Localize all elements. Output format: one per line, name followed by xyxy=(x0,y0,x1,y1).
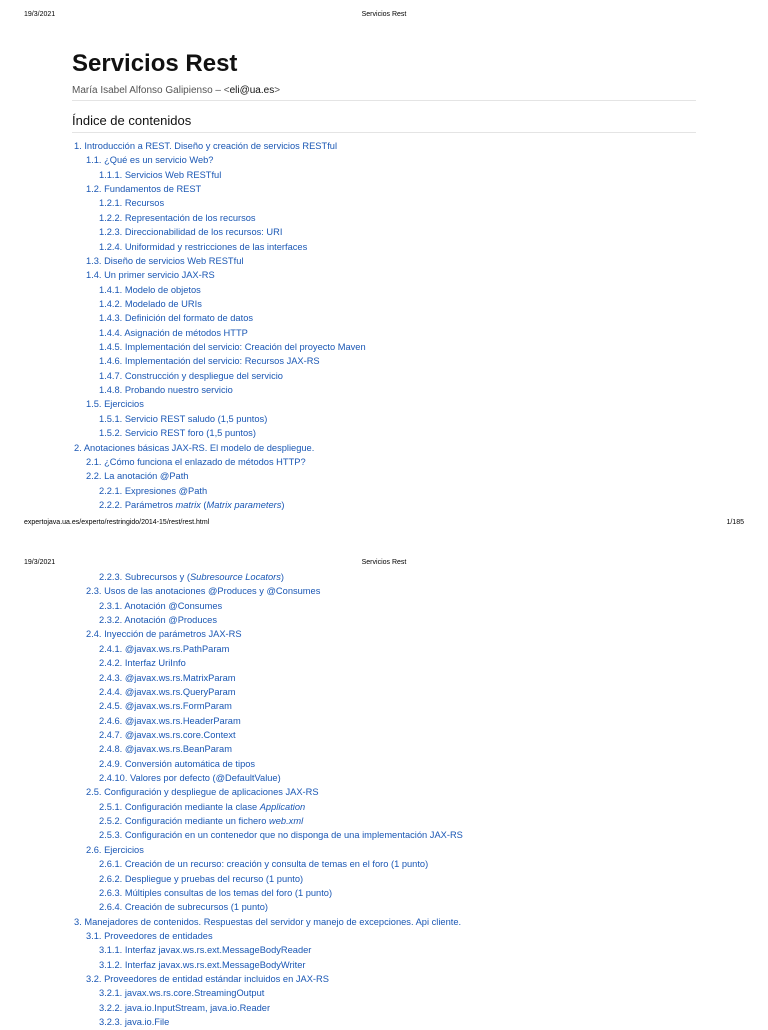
toc-link-text: 1.4.6. Implementación del servicio: Recursos JAX-RS xyxy=(99,356,320,367)
toc-link[interactable] xyxy=(99,830,463,840)
toc-link[interactable] xyxy=(86,155,213,165)
toc-link-text: 1.4.8. Probando nuestro servicio xyxy=(99,385,233,396)
toc-link-text: 3.1. Proveedores de entidades xyxy=(86,930,213,941)
toc-link[interactable] xyxy=(99,773,281,783)
toc-item[interactable] xyxy=(0,225,768,239)
toc-item[interactable] xyxy=(0,671,768,685)
toc-link-text: 2.6.1. Creación de un recurso: creación y consulta de temas en el foro (1 punto) xyxy=(99,859,429,870)
toc-link[interactable] xyxy=(86,256,243,266)
toc-link-text: 2.4.6. @javax.ws.rs.HeaderParam xyxy=(99,715,241,726)
toc-link-text: 2.6.3. Múltiples consultas de los temas del foro (1 punto) xyxy=(99,887,333,898)
toc-link[interactable] xyxy=(99,198,164,208)
table-of-contents-continued xyxy=(0,570,768,1030)
toc-link[interactable] xyxy=(86,399,144,409)
toc-link-text: 2.4.1. @javax.ws.rs.PathParam xyxy=(99,643,230,654)
toc-link[interactable] xyxy=(99,371,283,381)
toc-link-text: matrix xyxy=(175,499,201,510)
toc-link[interactable] xyxy=(99,385,233,395)
toc-link[interactable] xyxy=(99,428,256,438)
print-title: Servicios Rest xyxy=(361,559,407,566)
toc-link-text: Subresource Locators xyxy=(189,572,281,582)
toc-link-text: 1.1.1. Servicios Web RESTful xyxy=(99,169,222,180)
toc-item[interactable] xyxy=(0,354,768,368)
toc-link-text: 1.1. ¿Qué es un servicio Web? xyxy=(86,155,214,166)
toc-link[interactable] xyxy=(99,687,236,697)
toc-item[interactable] xyxy=(0,627,768,641)
toc-link[interactable] xyxy=(99,170,221,180)
toc-item[interactable] xyxy=(0,340,768,354)
toc-link[interactable] xyxy=(99,227,282,237)
toc-item[interactable] xyxy=(0,800,768,814)
print-url: expertojava.ua.es/experto/restringido/2014-15/rest/rest.html xyxy=(24,519,210,526)
toc-link[interactable] xyxy=(86,931,213,941)
toc-link[interactable] xyxy=(99,213,256,223)
toc-link-text: 3.2.2. java.io.InputStream, java.io.Reader xyxy=(99,1002,271,1013)
toc-link-text: 2. Anotaciones básicas JAX-RS. El modelo de despliegue. xyxy=(74,442,315,453)
toc-item[interactable] xyxy=(0,785,768,799)
toc-link[interactable] xyxy=(86,184,201,194)
toc-link-text: 2.4.3. @javax.ws.rs.MatrixParam xyxy=(99,672,236,683)
toc-item[interactable] xyxy=(0,599,768,613)
toc-link[interactable] xyxy=(99,960,306,970)
toc-link[interactable] xyxy=(99,615,217,625)
toc-link-text: 1.4.7. Construcción y despliegue del servicio xyxy=(99,370,283,381)
toc-link-text: 1.4.4. Asignación de métodos HTTP xyxy=(99,327,248,338)
toc-link[interactable] xyxy=(99,1003,270,1013)
toc-item[interactable] xyxy=(0,656,768,670)
author-name: María Isabel Alfonso Galipienso – < xyxy=(72,85,230,96)
toc-link-text: 2.6.4. Creación de subrecursos (1 punto) xyxy=(99,902,268,913)
toc-link[interactable] xyxy=(99,701,232,711)
toc-link-text: ( xyxy=(200,499,207,510)
toc-link-text: 3.2.1. javax.ws.rs.core.StreamingOutput xyxy=(99,988,265,999)
toc-link-text: 1.2.3. Direccionabilidad de los recursos: URI xyxy=(99,227,283,238)
toc-link-text: ) xyxy=(280,572,285,582)
toc-item[interactable] xyxy=(0,642,768,656)
toc-link[interactable] xyxy=(99,859,428,869)
toc-link[interactable] xyxy=(99,816,303,826)
author-line xyxy=(72,85,696,101)
toc-link-text: 3.2. Proveedores de entidad estándar incluidos en JAX-RS xyxy=(86,974,329,985)
toc-item[interactable] xyxy=(0,297,768,311)
toc-item[interactable] xyxy=(0,943,768,957)
toc-link[interactable] xyxy=(99,945,311,955)
toc-link-text: 2.4.7. @javax.ws.rs.core.Context xyxy=(99,729,236,740)
toc-link-text: 1.2.2. Representación de los recursos xyxy=(99,212,256,223)
toc-link-text: 2.4. Inyección de parámetros JAX-RS xyxy=(86,629,242,640)
table-of-contents xyxy=(0,139,768,512)
toc-item[interactable] xyxy=(0,211,768,225)
toc-link[interactable] xyxy=(99,644,229,654)
toc-link[interactable] xyxy=(99,902,268,912)
toc-link[interactable] xyxy=(99,285,201,295)
toc-link-text: 2.3.2. Anotación @Produces xyxy=(99,615,217,626)
toc-link-text: 1.5.1. Servicio REST saludo (1,5 puntos) xyxy=(99,413,268,424)
toc-link-text: 3.1.2. Interfaz javax.ws.rs.ext.MessageBodyWriter xyxy=(99,959,306,970)
print-title: Servicios Rest xyxy=(361,11,407,18)
toc-item[interactable] xyxy=(0,929,768,943)
toc-item[interactable] xyxy=(0,915,768,929)
toc-link[interactable] xyxy=(99,730,236,740)
toc-item[interactable] xyxy=(0,283,768,297)
toc-item[interactable] xyxy=(0,153,768,167)
toc-link-text: 2.5.1. Configuración mediante la clase xyxy=(99,801,260,812)
toc-item[interactable] xyxy=(0,857,768,871)
toc-link-text: 2.6. Ejercicios xyxy=(86,844,144,855)
toc-item[interactable] xyxy=(0,872,768,886)
toc-link-text: 1.4.2. Modelado de URIs xyxy=(99,298,202,309)
toc-item[interactable] xyxy=(0,613,768,627)
toc-link[interactable] xyxy=(99,486,207,496)
toc-link-text: 3. Manejadores de contenidos. Respuestas del servidor y manejo de excepciones. Api cliente. xyxy=(74,916,462,927)
toc-item[interactable] xyxy=(0,196,768,210)
toc-link[interactable] xyxy=(99,242,307,252)
toc-link[interactable] xyxy=(99,328,248,338)
toc-link[interactable] xyxy=(99,601,222,611)
toc-link[interactable] xyxy=(99,759,255,769)
toc-link[interactable] xyxy=(99,1017,169,1027)
toc-link[interactable] xyxy=(86,270,215,280)
toc-item[interactable] xyxy=(0,383,768,397)
toc-link[interactable] xyxy=(99,888,332,898)
toc-item[interactable] xyxy=(0,843,768,857)
toc-link-text: 2.3.1. Anotación @Consumes xyxy=(99,600,223,611)
toc-link-text: 2.2. La anotación @Path xyxy=(86,471,189,482)
toc-item[interactable] xyxy=(0,498,768,512)
toc-item[interactable] xyxy=(0,397,768,411)
toc-link-text: web.xml xyxy=(269,816,304,827)
toc-item[interactable] xyxy=(0,426,768,440)
toc-link-text: 1.4.5. Implementación del servicio: Creación del proyecto Maven xyxy=(99,342,366,353)
toc-link-text: 1.2. Fundamentos de REST xyxy=(86,184,202,195)
toc-link-text: 2.4.4. @javax.ws.rs.QueryParam xyxy=(99,686,236,697)
toc-link[interactable] xyxy=(86,787,319,797)
toc-item[interactable] xyxy=(0,742,768,756)
toc-link-text: 1.2.4. Uniformidad y restricciones de las interfaces xyxy=(99,241,308,252)
toc-link-text: 2.4.10. Valores por defecto (@DefaultValue) xyxy=(99,773,281,784)
toc-link[interactable] xyxy=(86,974,329,984)
toc-item[interactable] xyxy=(0,412,768,426)
toc-item[interactable] xyxy=(0,814,768,828)
toc-link-text: 2.3. Usos de las anotaciones @Produces y @Consumes xyxy=(86,586,321,597)
index-heading: Índice de contenidos xyxy=(72,113,696,133)
toc-link-text: Matrix parameters xyxy=(206,499,282,510)
toc-item[interactable] xyxy=(0,699,768,713)
toc-link[interactable] xyxy=(99,342,366,352)
toc-item[interactable] xyxy=(0,728,768,742)
toc-item[interactable] xyxy=(0,326,768,340)
toc-item[interactable] xyxy=(0,254,768,268)
print-date: 19/3/2021 xyxy=(24,11,56,18)
toc-link[interactable] xyxy=(99,744,232,754)
toc-item[interactable] xyxy=(0,900,768,914)
page-separator xyxy=(0,530,768,548)
page-number: 1/185 xyxy=(726,519,744,526)
toc-item[interactable] xyxy=(0,570,768,584)
toc-link[interactable] xyxy=(74,141,337,151)
author-close: > xyxy=(274,85,281,96)
toc-link-text: 3.2.3. java.io.File xyxy=(99,1017,170,1028)
toc-link[interactable] xyxy=(99,414,267,424)
toc-item[interactable] xyxy=(0,757,768,771)
toc-link-text: 1.5. Ejercicios xyxy=(86,399,144,410)
toc-link-text: 2.6.2. Despliegue y pruebas del recurso (1 punto) xyxy=(99,873,304,884)
toc-item[interactable] xyxy=(0,972,768,986)
toc-item[interactable] xyxy=(0,268,768,282)
toc-item[interactable] xyxy=(0,771,768,785)
toc-link-text: 1.3. Diseño de servicios Web RESTful xyxy=(86,255,244,266)
toc-link[interactable] xyxy=(99,572,284,582)
toc-item[interactable] xyxy=(0,584,768,598)
toc-link-text: 2.5.2. Configuración mediante un fichero xyxy=(99,816,270,827)
toc-link[interactable] xyxy=(99,716,241,726)
toc-link-text: 2.4.5. @javax.ws.rs.FormParam xyxy=(99,701,232,712)
toc-link-text: 1. Introducción a REST. Diseño y creación de servicios RESTful xyxy=(74,141,338,151)
toc-link-text: 2.2.2. Parámetros xyxy=(99,499,176,510)
toc-link[interactable] xyxy=(99,299,202,309)
toc-link[interactable] xyxy=(86,471,188,481)
toc-item[interactable] xyxy=(0,455,768,469)
toc-link[interactable] xyxy=(99,500,285,510)
toc-link[interactable] xyxy=(99,673,236,683)
toc-item[interactable] xyxy=(0,986,768,1000)
toc-item[interactable] xyxy=(0,886,768,900)
toc-item[interactable] xyxy=(0,369,768,383)
toc-item[interactable] xyxy=(0,1015,768,1029)
toc-link[interactable] xyxy=(99,802,305,812)
toc-link-text: 1.4. Un primer servicio JAX-RS xyxy=(86,270,215,281)
toc-link-text: 1.4.3. Definición del formato de datos xyxy=(99,313,254,324)
toc-link-text: 1.5.2. Servicio REST foro (1,5 puntos) xyxy=(99,428,256,439)
toc-link-text: 2.2.3. Subrecursos y ( xyxy=(99,572,190,582)
toc-link[interactable] xyxy=(74,917,461,927)
toc-link-text: 2.5. Configuración y despliegue de aplicaciones JAX-RS xyxy=(86,787,319,798)
toc-link-text: 3.1.1. Interfaz javax.ws.rs.ext.MessageBodyReader xyxy=(99,945,312,956)
toc-link[interactable] xyxy=(86,586,320,596)
toc-item[interactable] xyxy=(0,484,768,498)
toc-link[interactable] xyxy=(99,874,303,884)
toc-item[interactable] xyxy=(0,469,768,483)
toc-link[interactable] xyxy=(86,629,242,639)
toc-link[interactable] xyxy=(74,443,314,453)
toc-link-text: 2.4.2. Interfaz UriInfo xyxy=(99,658,186,669)
toc-link-text: 2.2.1. Expresiones @Path xyxy=(99,485,208,496)
toc-item[interactable] xyxy=(0,828,768,842)
toc-item[interactable] xyxy=(0,240,768,254)
toc-item[interactable] xyxy=(0,714,768,728)
toc-item[interactable] xyxy=(0,311,768,325)
toc-link[interactable] xyxy=(86,457,306,467)
toc-link-text: 2.4.8. @javax.ws.rs.BeanParam xyxy=(99,744,232,755)
toc-link-text: 2.4.9. Conversión automática de tipos xyxy=(99,758,256,769)
print-date: 19/3/2021 xyxy=(24,559,56,566)
document-title: Servicios Rest xyxy=(72,50,238,77)
toc-item[interactable] xyxy=(0,168,768,182)
toc-link-text: ) xyxy=(281,499,285,510)
toc-link-text: 2.5.3. Configuración en un contenedor que no disponga de una implementación JAX-RS xyxy=(99,830,463,841)
author-email-link[interactable]: eli@ua.es xyxy=(229,85,275,96)
toc-link[interactable] xyxy=(99,356,320,366)
toc-link[interactable] xyxy=(99,658,186,668)
toc-link[interactable] xyxy=(99,988,264,998)
toc-item[interactable] xyxy=(0,958,768,972)
toc-link[interactable] xyxy=(99,313,253,323)
toc-item[interactable] xyxy=(0,182,768,196)
toc-item[interactable] xyxy=(0,139,768,153)
toc-link-text: 1.4.1. Modelo de objetos xyxy=(99,284,201,295)
toc-link-text: 1.2.1. Recursos xyxy=(99,198,165,209)
toc-item[interactable] xyxy=(0,685,768,699)
toc-link-text: 2.1. ¿Cómo funciona el enlazado de métodos HTTP? xyxy=(86,456,306,467)
toc-item[interactable] xyxy=(0,441,768,455)
page-header xyxy=(0,11,768,23)
toc-link-text: Application xyxy=(259,801,306,812)
toc-link[interactable] xyxy=(86,845,144,855)
toc-item[interactable] xyxy=(0,1001,768,1015)
